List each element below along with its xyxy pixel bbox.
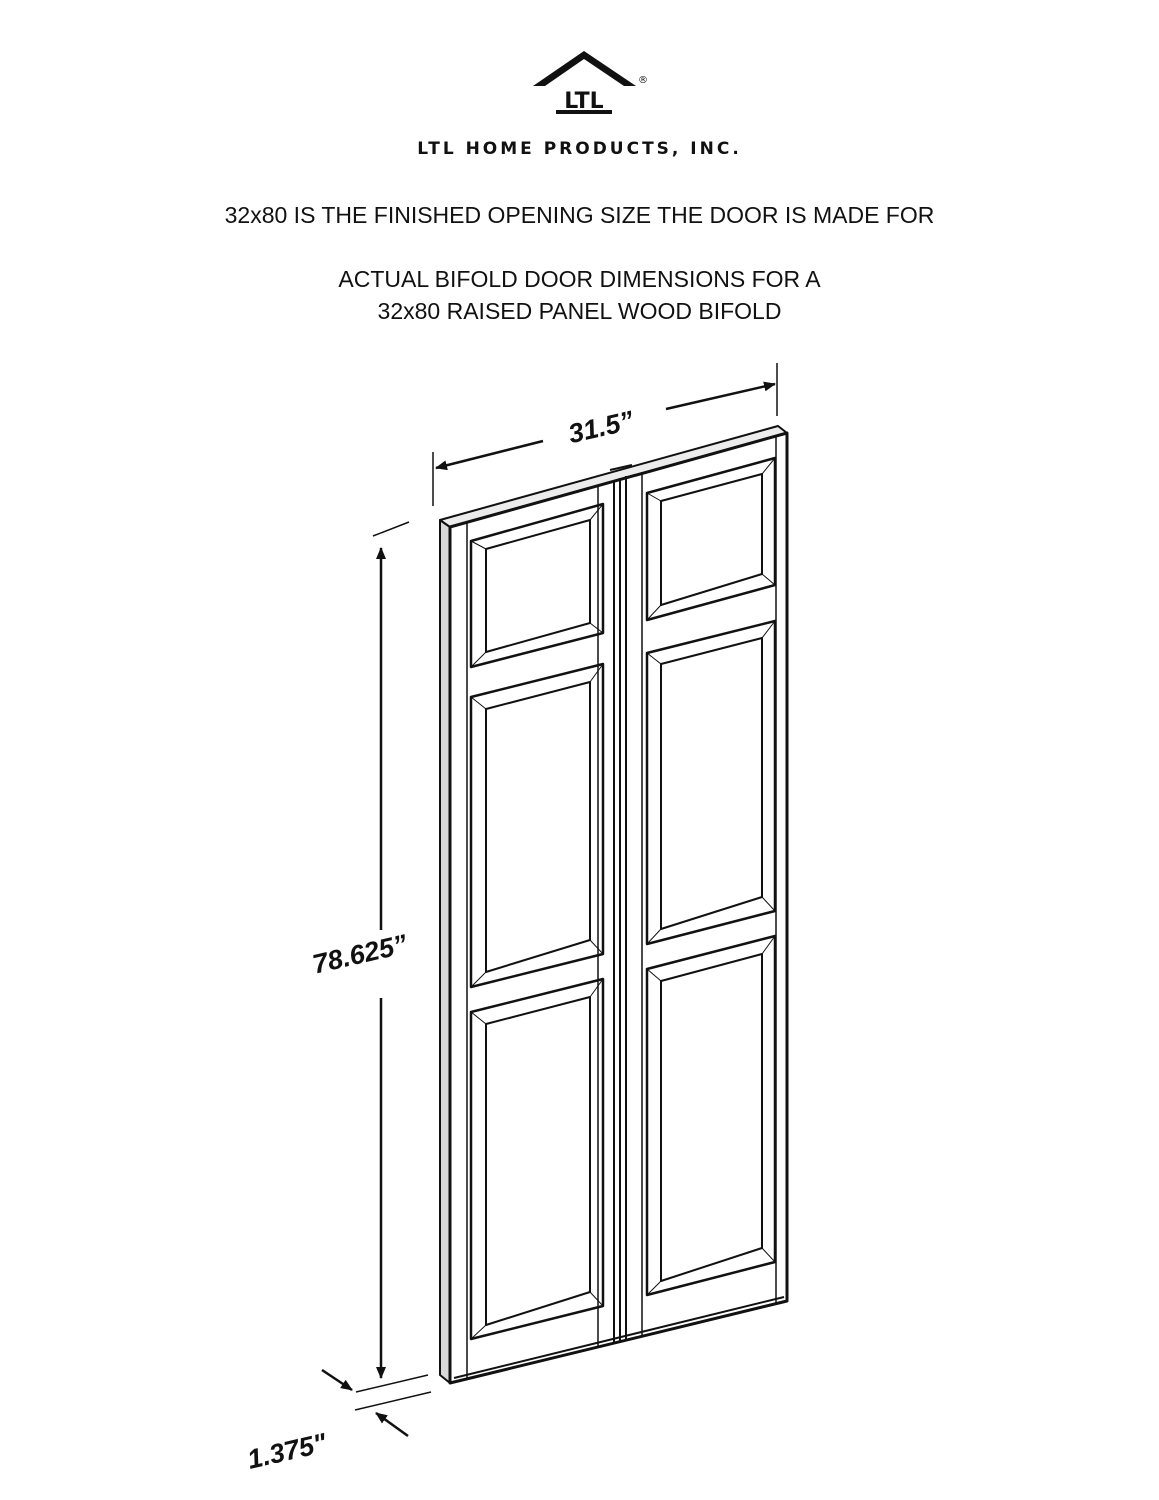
logo-text: LTL [564,89,604,114]
headline: 32x80 IS THE FINISHED OPENING SIZE THE DOOR IS MADE FOR [224,202,935,228]
registered-mark: ® [638,75,648,86]
company-name: LTL HOME PRODUCTS, INC. [417,139,742,159]
thickness-label: 1.375" [244,1427,330,1475]
width-label: 31.5” [565,405,637,450]
height-label: 78.625” [309,928,411,980]
thickness-dimension [322,1370,431,1436]
subheadline-line-1: ACTUAL BIFOLD DOOR DIMENSIONS FOR A [338,266,821,292]
subheadline-line-2: 32x80 RAISED PANEL WOOD BIFOLD [377,298,782,324]
